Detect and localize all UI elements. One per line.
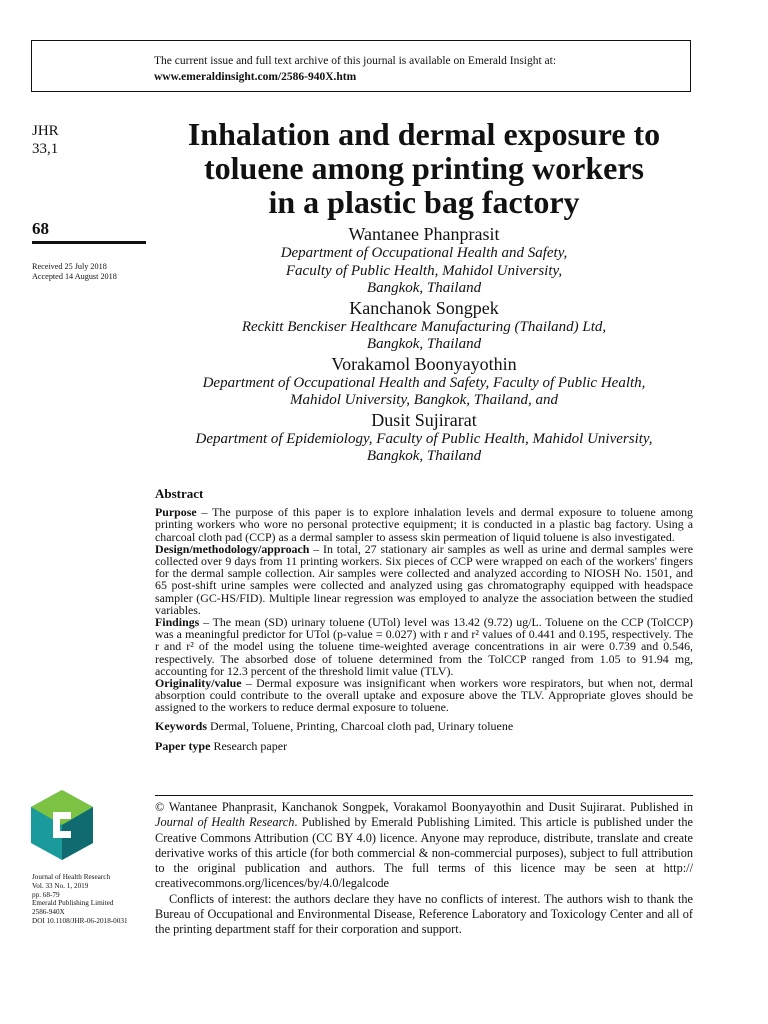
meta-line: 2586-940X bbox=[32, 908, 65, 917]
licence-section bbox=[155, 800, 693, 938]
abstract-originality bbox=[155, 677, 693, 714]
page-number: 68 bbox=[32, 219, 49, 238]
author-list bbox=[150, 224, 698, 466]
licence-part: © Wantanee Phanprasit, Kanchanok Songpek, Vorakamol Boonyayothin and Dusit Sujirarat. Published in bbox=[155, 800, 693, 814]
journal-volume-label bbox=[32, 122, 59, 158]
affiliation-line: Faculty of Public Health, Mahidol University, bbox=[285, 262, 563, 279]
received-date: Received 25 July 2018 bbox=[32, 262, 107, 271]
author-name: Dusit Sujirarat bbox=[371, 409, 477, 430]
licence-text bbox=[155, 800, 693, 892]
author-name: Kanchanok Songpek bbox=[349, 297, 499, 318]
volume-issue: 33,1 bbox=[32, 141, 59, 157]
banner-text bbox=[154, 53, 556, 85]
article-title bbox=[150, 117, 698, 219]
meta-line: Journal of Health Research bbox=[32, 873, 111, 881]
keywords-text: Dermal, Toluene, Printing, Charcoal cloth pad, Urinary toluene bbox=[207, 718, 514, 733]
affiliation-line: Bangkok, Thailand bbox=[366, 336, 482, 352]
author-name: Vorakamol Boonyayothin bbox=[331, 353, 517, 374]
licence-divider bbox=[155, 795, 693, 796]
publication-metadata bbox=[32, 873, 128, 926]
affiliation-line: Bangkok, Thailand bbox=[366, 280, 482, 296]
abstract-design bbox=[155, 543, 693, 616]
author-affiliation bbox=[150, 375, 698, 410]
paper-type-label: Paper type bbox=[155, 738, 211, 753]
originality-text: – Dermal exposure was insignificant when workers wore respirators, but when not, dermal absorption could contribute to the overall uptake and exposure above the TLV. Appropriate gloves should be assigned to the workers to reduce dermal exposure to toluene. bbox=[155, 676, 693, 715]
affiliation-line: Reckitt Benckiser Healthcare Manufacturing (Thailand) Ltd, bbox=[241, 318, 607, 335]
author-affiliation bbox=[150, 245, 698, 298]
meta-line: Vol. 33 No. 1, 2019 bbox=[32, 881, 89, 890]
abstract-heading: Abstract bbox=[155, 486, 204, 501]
banner-line: The current issue and full text archive of this journal is available on Emerald Insight at: bbox=[154, 55, 557, 67]
paper-type bbox=[155, 739, 693, 753]
keywords-label: Keywords bbox=[155, 718, 207, 733]
meta-line: pp. 68-79 bbox=[32, 890, 60, 899]
findings-label: Findings bbox=[155, 615, 200, 630]
originality-label: Originality/value bbox=[155, 676, 242, 691]
affiliation-line: Department of Occupational Health and Safety, bbox=[280, 245, 568, 261]
author-name: Wantanee Phanprasit bbox=[348, 224, 500, 244]
affiliation-line: Bangkok, Thailand bbox=[366, 448, 482, 464]
affiliation-line: Mahidol University, Bangkok, Thailand, and bbox=[290, 392, 558, 408]
paper-type-text: Research paper bbox=[210, 738, 288, 753]
abstract-section bbox=[155, 488, 693, 753]
abstract-findings bbox=[155, 616, 693, 677]
meta-line: Emerald Publishing Limited bbox=[32, 899, 114, 908]
title-line: toluene among printing workers bbox=[204, 150, 644, 186]
design-label: Design/methodology/approach bbox=[155, 541, 310, 556]
submission-dates bbox=[32, 262, 117, 282]
design-text: – In total, 27 stationary air samples as well as urine and dermal samples were collected over 9 days from 11 printing workers. Six pieces of CCP were wrapped on each of the workers' fingers for the dermal sample collection. Air samples were collected and analyzed according to NIOSH No. 1501, and 65 post-shift urine samples were collected and analyzed using gas chromatography equipped with headspace sampler (GC-HS/FID). Multiple linear regression was employed to analyze the association between the studied variables. bbox=[155, 541, 693, 617]
findings-text: – The mean (SD) urinary toluene (UTol) level was 13.42 (9.72) ug/L. Toluene on the CCP (TolCCP) was a meaningful predictor for UTol (p-value = 0.027) with r and r² values of 0.441 and 0.195, respectively. The r and r² of the model using the toluene time-weighted average concentrations in air were 0.739 and 0.546, respectively. The absorbed dose of toluene determined from the TolCCP ranged from 1.05 to 91.94 mg, accounting for 12.3 percent of the threshold limit value (TLV). bbox=[155, 615, 693, 678]
affiliation-line: Department of Epidemiology, Faculty of Public Health, Mahidol University, bbox=[195, 430, 653, 447]
conflicts-statement: Conflicts of interest: the authors declare they have no conflicts of interest. The authors wish to thank the Bureau of Occupational and Environmental Disease, Reference Laboratory and Toxicology Center and all of the printing department staff for their corporation and support. bbox=[155, 891, 693, 937]
affiliation-line: Department of Occupational Health and Safety, Faculty of Public Health, bbox=[202, 374, 646, 391]
journal-abbrev: JHR bbox=[32, 123, 59, 139]
licence-part: . Published by Emerald Publishing Limited. This article is published under the Creative Commons Attribution (CC BY 4.0) licence. Anyone may reproduce, distribute, translate and create derivative works of this article (for both commercial & non-commercial purposes), subject to full attribution to the original publication and authors. The full terms of this licence may be seen at http:// creativecommons.org/licences/by/4.0/legalcode bbox=[155, 815, 694, 891]
keywords bbox=[155, 719, 693, 733]
abstract-purpose bbox=[155, 506, 693, 543]
purpose-text: – The purpose of this paper is to explore inhalation levels and dermal exposure to toluene among printing workers who wore no personal protective equipment; it is conducted in a plastic bag factory. Using a charcoal cloth pad (CCP) as a dermal sampler to assess skin permeation of liquid toluene is also investigated. bbox=[155, 505, 693, 544]
accepted-date: Accepted 14 August 2018 bbox=[32, 272, 117, 281]
author-affiliation bbox=[150, 319, 698, 354]
journal-name: Journal of Health Research bbox=[155, 815, 295, 830]
author-affiliation bbox=[150, 431, 698, 466]
journal-url-link[interactable]: www.emeraldinsight.com/2586-940X.htm bbox=[154, 71, 357, 83]
emerald-open-access-logo-icon bbox=[31, 790, 93, 860]
title-line: Inhalation and dermal exposure to bbox=[187, 116, 661, 152]
side-divider bbox=[32, 241, 146, 244]
purpose-label: Purpose bbox=[155, 505, 197, 520]
journal-availability-banner bbox=[31, 40, 691, 92]
title-line: in a plastic bag factory bbox=[268, 184, 580, 220]
doi-link[interactable]: DOI 10.1108/JHR-06-2018-0031 bbox=[32, 916, 128, 925]
